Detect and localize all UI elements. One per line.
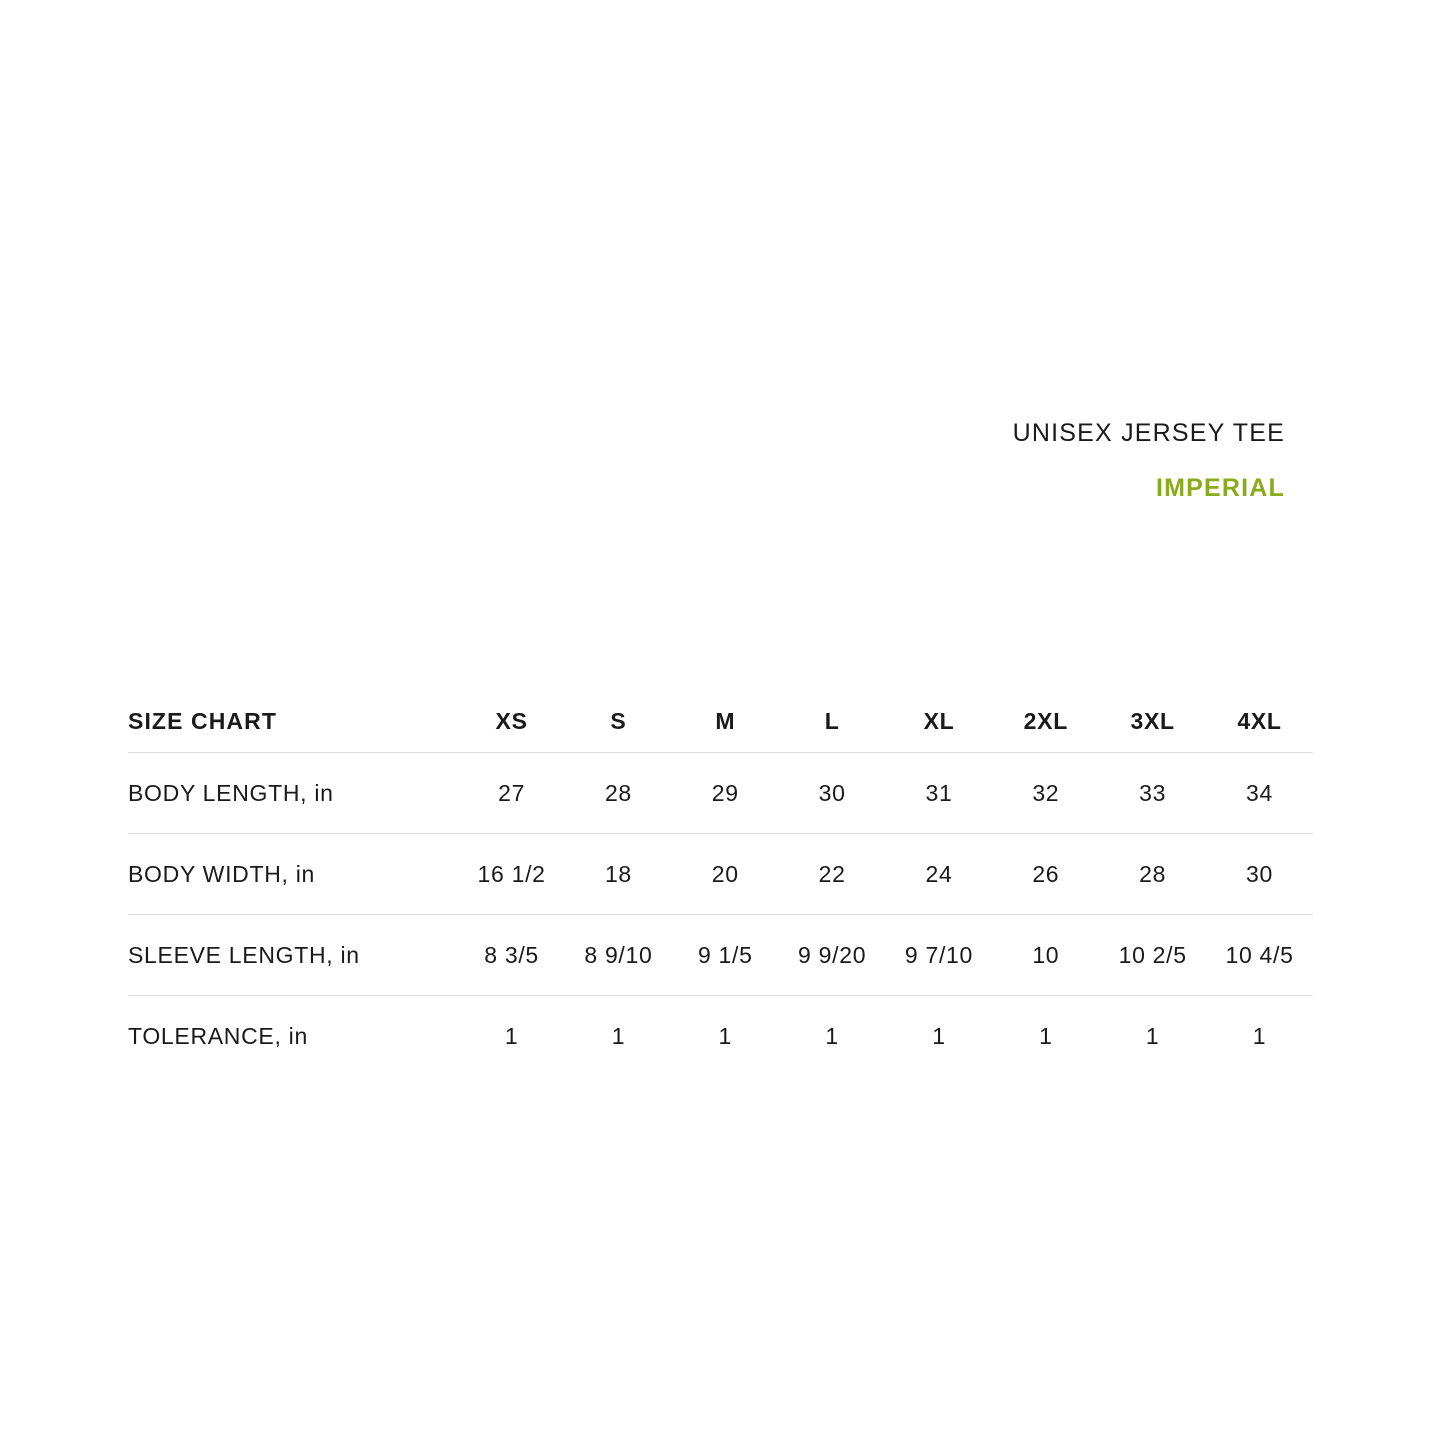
column-header-xs: XS [458, 690, 565, 753]
row-label-tolerance: TOLERANCE, in [128, 1022, 308, 1049]
column-header-3xl: 3XL [1099, 690, 1206, 753]
table-row [128, 996, 1313, 1077]
cell-body-width-xl: 24 [886, 834, 993, 915]
column-header-s: S [565, 690, 672, 753]
row-label-body-width: BODY WIDTH, in [128, 834, 458, 915]
cell-body-length-3xl: 33 [1099, 753, 1206, 834]
cell-tolerance-s: 1 [611, 1022, 626, 1049]
cell-sleeve-length-xl: 9 7/10 [886, 915, 993, 996]
cell-tolerance-4xl: 1 [1252, 1022, 1267, 1049]
cell-sleeve-length-m: 9 1/5 [672, 915, 779, 996]
column-header-2xl: 2XL [992, 690, 1099, 753]
cell-sleeve-length-l: 9 9/20 [779, 915, 886, 996]
cell-body-length-m: 29 [672, 753, 779, 834]
cell-sleeve-length-4xl: 10 4/5 [1206, 915, 1313, 996]
cell-body-width-l: 22 [779, 834, 886, 915]
cell-tolerance-2xl: 1 [1039, 1022, 1053, 1049]
table-row [128, 753, 1313, 834]
row-label-body-length: BODY LENGTH, in [128, 753, 458, 834]
cell-tolerance-3xl: 1 [1145, 1022, 1160, 1049]
cell-body-width-m: 20 [672, 834, 779, 915]
table-row [128, 915, 1313, 996]
unit-system-label: IMPERIAL [1155, 474, 1285, 503]
header [0, 418, 1285, 505]
cell-body-width-s: 18 [565, 834, 672, 915]
column-header-l: L [779, 690, 886, 753]
product-title: UNISEX JERSEY TEE [1012, 419, 1285, 447]
cell-sleeve-length-s: 8 9/10 [565, 915, 672, 996]
size-chart-table [128, 690, 1313, 1076]
cell-sleeve-length-2xl: 10 [992, 915, 1099, 996]
cell-body-length-xl: 31 [886, 753, 993, 834]
cell-body-length-xs: 27 [458, 753, 565, 834]
column-header-4xl: 4XL [1206, 690, 1313, 753]
cell-tolerance-xl: 1 [932, 1022, 946, 1049]
size-chart-table-wrapper [128, 690, 1313, 1076]
cell-tolerance-xs: 1 [504, 1022, 519, 1049]
cell-tolerance-m: 1 [718, 1022, 733, 1049]
row-label-sleeve-length: SLEEVE LENGTH, in [128, 915, 458, 996]
cell-body-width-4xl: 30 [1206, 834, 1313, 915]
column-header-size-chart: SIZE CHART [128, 690, 458, 753]
table-row [128, 834, 1313, 915]
cell-body-length-2xl: 32 [992, 753, 1099, 834]
cell-sleeve-length-3xl: 10 2/5 [1099, 915, 1206, 996]
cell-body-width-3xl: 28 [1099, 834, 1206, 915]
cell-body-width-2xl: 26 [992, 834, 1099, 915]
table-header-row [128, 690, 1313, 753]
cell-body-length-s: 28 [565, 753, 672, 834]
cell-body-length-4xl: 34 [1206, 753, 1313, 834]
cell-body-length-l: 30 [779, 753, 886, 834]
column-header-m: M [672, 690, 779, 753]
cell-sleeve-length-xs: 8 3/5 [458, 915, 565, 996]
column-header-xl: XL [886, 690, 993, 753]
cell-body-width-xs: 16 1/2 [458, 834, 565, 915]
cell-tolerance-l: 1 [825, 1022, 839, 1049]
